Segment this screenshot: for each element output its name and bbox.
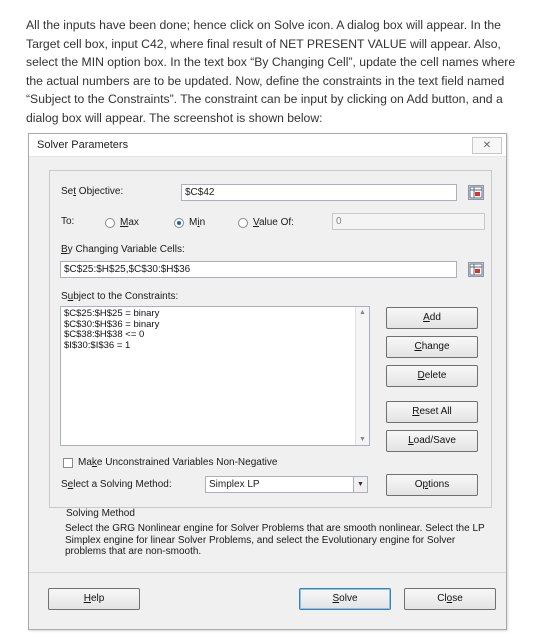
constraints-scrollbar[interactable] xyxy=(355,307,369,445)
constraints-label: Subject to the Constraints: xyxy=(61,291,179,302)
range-select-icon[interactable] xyxy=(468,262,484,277)
scroll-down-icon[interactable]: ▼ xyxy=(359,436,366,443)
close-window-button[interactable]: ✕ xyxy=(472,137,502,154)
nonnegative-checkbox-box xyxy=(63,458,73,468)
help-button[interactable]: Help xyxy=(48,588,140,610)
changing-cells-input[interactable]: $C$25:$H$25,$C$30:$H$36 xyxy=(60,261,457,278)
max-label: Max xyxy=(120,217,139,228)
solving-method-value: Simplex LP xyxy=(209,479,260,490)
dialog-titlebar xyxy=(29,134,506,157)
parameters-panel xyxy=(49,170,492,508)
solving-method-select[interactable] xyxy=(205,476,368,493)
close-button[interactable]: Close xyxy=(404,588,496,610)
value-of-label: Value Of: xyxy=(253,217,294,228)
method-group-text: Select the GRG Nonlinear engine for Solver Problems that are smooth nonlinear. Select the LP Simplex engine for linear Solver Problems, and select the Evolutionary engine for Solver problems that are non-smooth. xyxy=(65,523,485,558)
set-objective-label: Set Objective: xyxy=(61,186,124,197)
dialog-title: Solver Parameters xyxy=(37,139,129,151)
max-radio[interactable] xyxy=(105,217,139,228)
constraints-list[interactable] xyxy=(60,306,370,446)
constraint-item[interactable]: $C$30:$H$36 = binary xyxy=(64,318,160,330)
delete-button[interactable]: Delete xyxy=(386,365,478,387)
solver-parameters-dialog xyxy=(28,133,507,630)
min-radio[interactable] xyxy=(174,217,205,228)
nonnegative-checkbox[interactable] xyxy=(63,457,277,468)
set-objective-input[interactable]: $C$42 xyxy=(181,184,457,201)
min-radio-dot xyxy=(174,218,184,228)
max-radio-dot xyxy=(105,218,115,228)
chevron-down-icon[interactable]: ▼ xyxy=(353,477,367,492)
constraint-item[interactable]: $C$38:$H$38 <= 0 xyxy=(64,329,145,340)
range-select-icon[interactable] xyxy=(468,185,484,200)
add-button[interactable]: Add xyxy=(386,307,478,329)
article-text: All the inputs have been done; hence click on Solve icon. A dialog box will appear. In the Target cell box, input C42, where final result of NET PRESENT VALUE will appear. Also, select the MIN option box. In the text box “By Changing Cell”, update the cell names where the actual numbers are to be updated. Now, define the constraints in the text field named “Subject to the Constraints”. The constraint can be input by clicking on Add button, and a dialog box will appear. The screenshot is shown below: xyxy=(26,18,516,125)
min-label: Min xyxy=(189,217,206,228)
options-button[interactable]: Options xyxy=(386,474,478,496)
change-button[interactable]: Change xyxy=(386,336,478,358)
reset-all-button[interactable]: Reset All xyxy=(386,401,478,423)
value-of-radio[interactable] xyxy=(238,217,294,228)
scroll-up-icon[interactable]: ▲ xyxy=(359,309,366,316)
dialog-footer xyxy=(29,572,506,629)
solving-method-label: Select a Solving Method: xyxy=(61,479,172,490)
value-of-radio-dot xyxy=(238,218,248,228)
article-paragraph xyxy=(26,16,526,127)
changing-cells-label: By Changing Variable Cells: xyxy=(61,244,185,255)
load-save-button[interactable]: Load/Save xyxy=(386,430,478,452)
nonnegative-label: Make Unconstrained Variables Non-Negative xyxy=(78,457,278,468)
method-group-title: Solving Method xyxy=(66,508,135,519)
solve-button[interactable]: Solve xyxy=(299,588,391,610)
constraint-item[interactable]: $C$25:$H$25 = binary xyxy=(64,308,160,319)
constraint-item[interactable]: $I$30:$I$36 = 1 xyxy=(64,339,131,351)
to-label: To: xyxy=(61,216,75,227)
value-of-input[interactable]: 0 xyxy=(332,213,485,230)
